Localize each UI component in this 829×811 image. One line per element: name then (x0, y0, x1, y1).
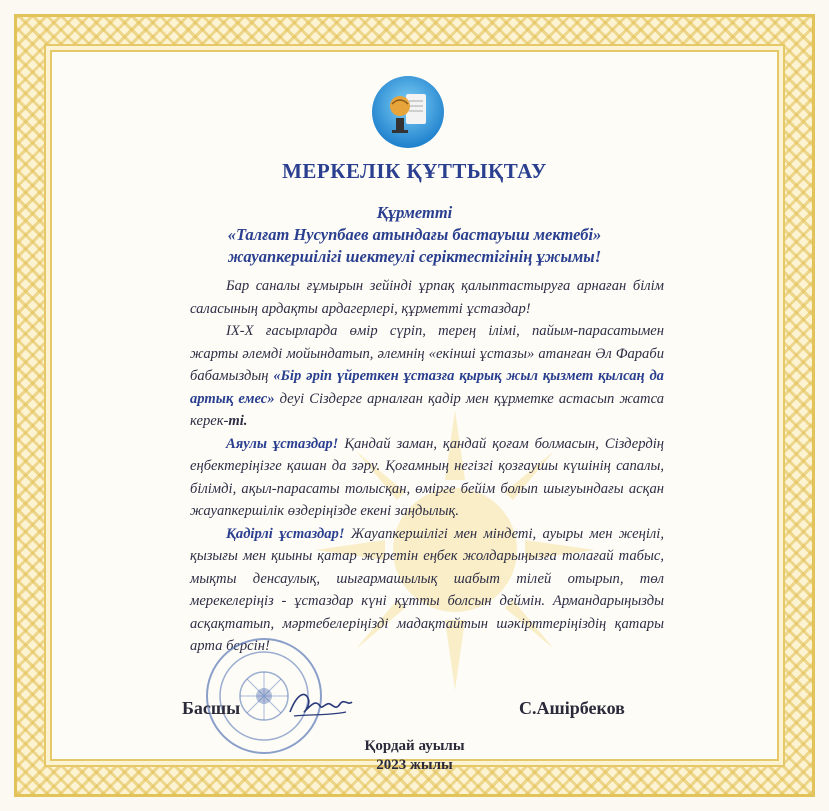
paragraph-3 (190, 433, 664, 523)
paragraph-2-mid: деуі Сіздерге арналған қадір мен құрметке астасып жатса керек- (190, 390, 664, 429)
paragraph-3-text: Қандай заман, қандай қоғам болмасын, Сіздердің еңбектеріңізге қашан да зәру. Қоғамның негізгі қозғаушы күшінің сапалы, білімді, ақыл-парасаты толысқан, өмірге бейім болып шығуындағы асқан жауапкершілік өздеріңізде екені заңдылық. (190, 435, 664, 519)
farabi-quote: «Бір әріп үйреткен ұстазға қырық жыл қызмет қылсаң да артық емес» (190, 368, 664, 407)
page-title: МЕРКЕЛІК ҚҰТТЫҚТАУ (282, 159, 547, 183)
addressee-collective: жауапкершілігі шектеулі серіктестігінің ұжымы! (227, 247, 602, 266)
footer-year: 2023 жылы (376, 757, 453, 773)
paragraph-3-lead: Аяулы ұстаздар! (226, 435, 339, 452)
paragraph-2 (190, 320, 664, 433)
paragraph-4-text: Жауапкершілігі мен міндеті, ауыры мен жеңілі, қызығы мен қиыны қатар жүретін еңбек жолдарыңызға толағай табыс, мықты денсаулық, шығармашылық шабыт тілей отырып, төл мерекелеріңіз - ұстаздар күні құтты болсын деймін. Армандарыңызды асқақтатып, мәртебелеріңізді мадақтайтын шәкірттеріңіздің қатары арта берсін! (190, 525, 664, 654)
footer-place: Қордай ауылы (364, 738, 465, 754)
paragraph-2-start: IX-X ғасырларда өмір сүріп, терең ілімі, пайым-парасатымен жарты әлемді мойындатып, әлемнің «екінші ұстазы» атанған Әл Фараби бабамыздың (190, 323, 664, 384)
school-logo-icon (370, 74, 446, 150)
addressee-salutation: Құрметті (376, 203, 453, 222)
handwritten-signature (286, 686, 356, 722)
addressee-organization: «Талғат Нусупбаев атындағы бастауыш мектебі» (227, 225, 602, 244)
paragraph-4-lead: Қадірлі ұстаздар! (226, 525, 345, 542)
addressee-block (0, 202, 829, 268)
signer-name: С.Ашірбеков (519, 698, 625, 718)
signer-position: Басшы (182, 698, 241, 718)
paragraph-1: Бар саналы ғұмырын зейінді ұрпақ қалыптастыруға арнаған білім саласының ардақты ардагерлері, құрметті ұстаздар! (190, 278, 664, 317)
letter-body (190, 275, 664, 658)
footer-place-date (0, 737, 829, 775)
paragraph-2-end: ті. (228, 413, 248, 429)
